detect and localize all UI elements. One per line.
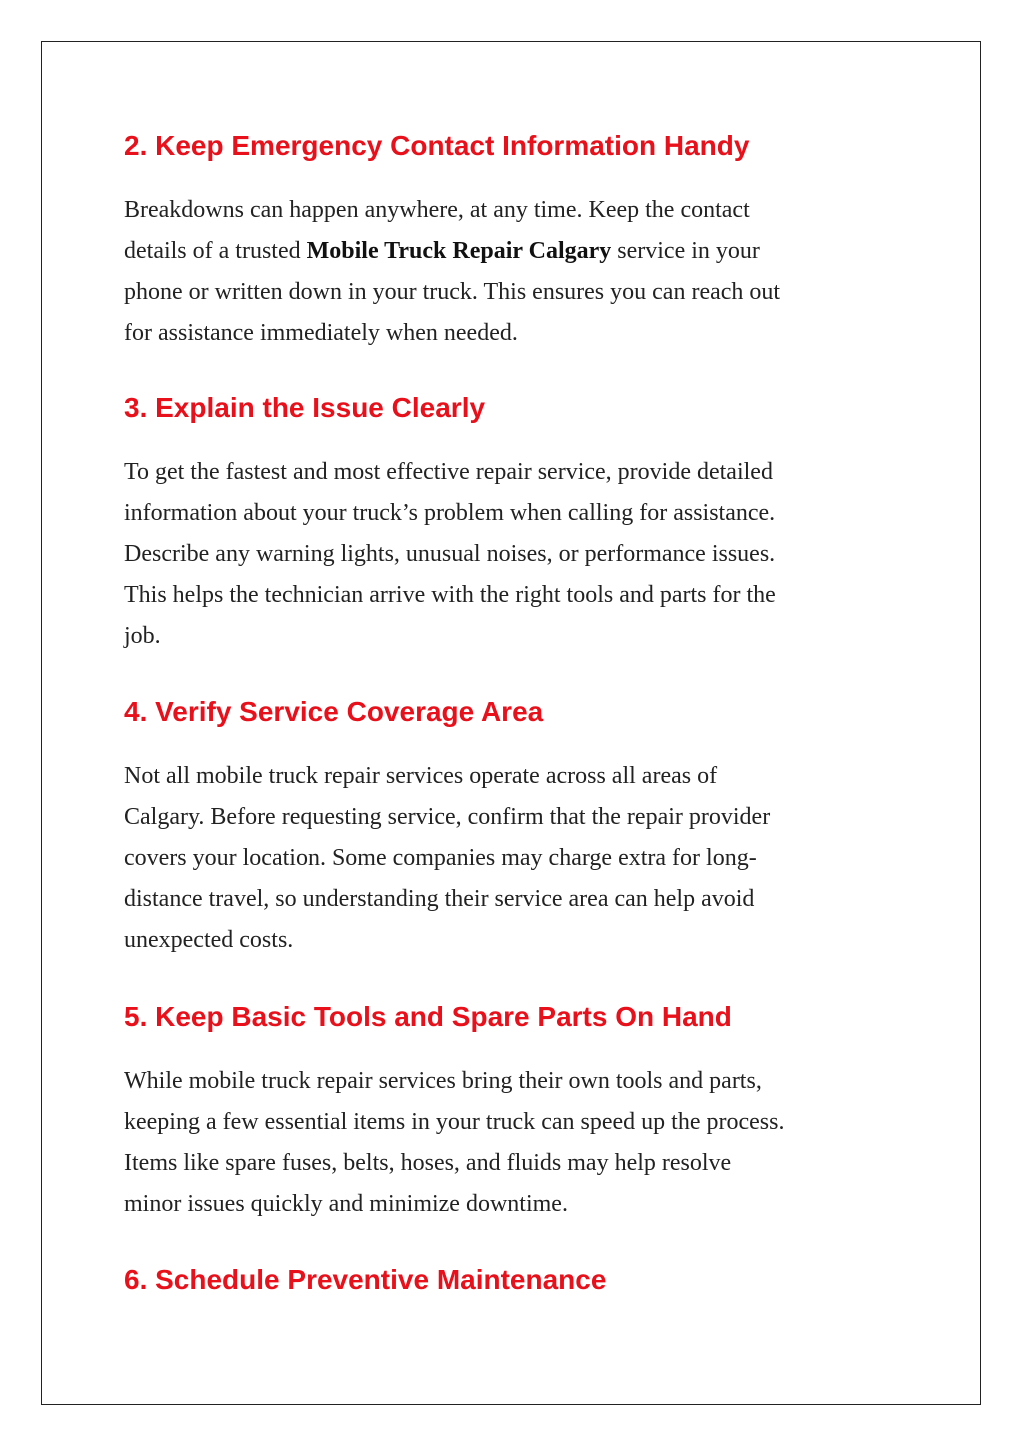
section-heading-coverage-area: 4. Verify Service Coverage Area [124,696,544,727]
section-paragraph-tools-spare-parts [124,1061,784,1225]
paragraph-line: minor issues quickly and minimize downtime. [124,1191,568,1217]
paragraph-line: Items like spare fuses, belts, hoses, and fluids may help resolve [124,1150,732,1176]
paragraph-line: Breakdowns can happen anywhere, at any time. Keep the contact [124,197,750,223]
paragraph-line [124,231,780,272]
section-heading-preventive-maintenance: 6. Schedule Preventive Maintenance [124,1264,607,1295]
line-text: details of a trusted [124,238,307,264]
paragraph-line: Calgary. Before requesting service, confirm that the repair provider [124,804,771,830]
section-paragraph-emergency-contact [124,190,780,354]
paragraph-line: unexpected costs. [124,927,294,953]
paragraph-line: distance travel, so understanding their service area can help avoid [124,886,755,912]
bold-service-name: Mobile Truck Repair Calgary [306,238,612,264]
paragraph-line: This helps the technician arrive with the right tools and parts for the [124,582,776,608]
paragraph-line: information about your truck’s problem when calling for assistance. [124,500,776,526]
paragraph-line: While mobile truck repair services bring their own tools and parts, [124,1068,762,1094]
line-text: service in your [611,238,760,264]
paragraph-line: To get the fastest and most effective repair service, provide detailed [124,459,773,485]
section-paragraph-coverage-area [124,756,770,961]
paragraph-line: Not all mobile truck repair services operate across all areas of [124,763,718,789]
section-paragraph-explain-issue [124,452,776,657]
section-heading-explain-issue: 3. Explain the Issue Clearly [124,392,486,423]
section-heading-tools-spare-parts: 5. Keep Basic Tools and Spare Parts On Hand [124,1001,732,1032]
paragraph-line: Describe any warning lights, unusual noises, or performance issues. [124,541,776,567]
paragraph-line: covers your location. Some companies may charge extra for long- [124,845,757,871]
paragraph-line: for assistance immediately when needed. [124,320,518,346]
section-heading-emergency-contact: 2. Keep Emergency Contact Information Handy [124,130,750,161]
paragraph-line: phone or written down in your truck. This ensures you can reach out [124,279,781,305]
paragraph-line: job. [124,623,161,649]
paragraph-line: keeping a few essential items in your truck can speed up the process. [124,1109,785,1135]
